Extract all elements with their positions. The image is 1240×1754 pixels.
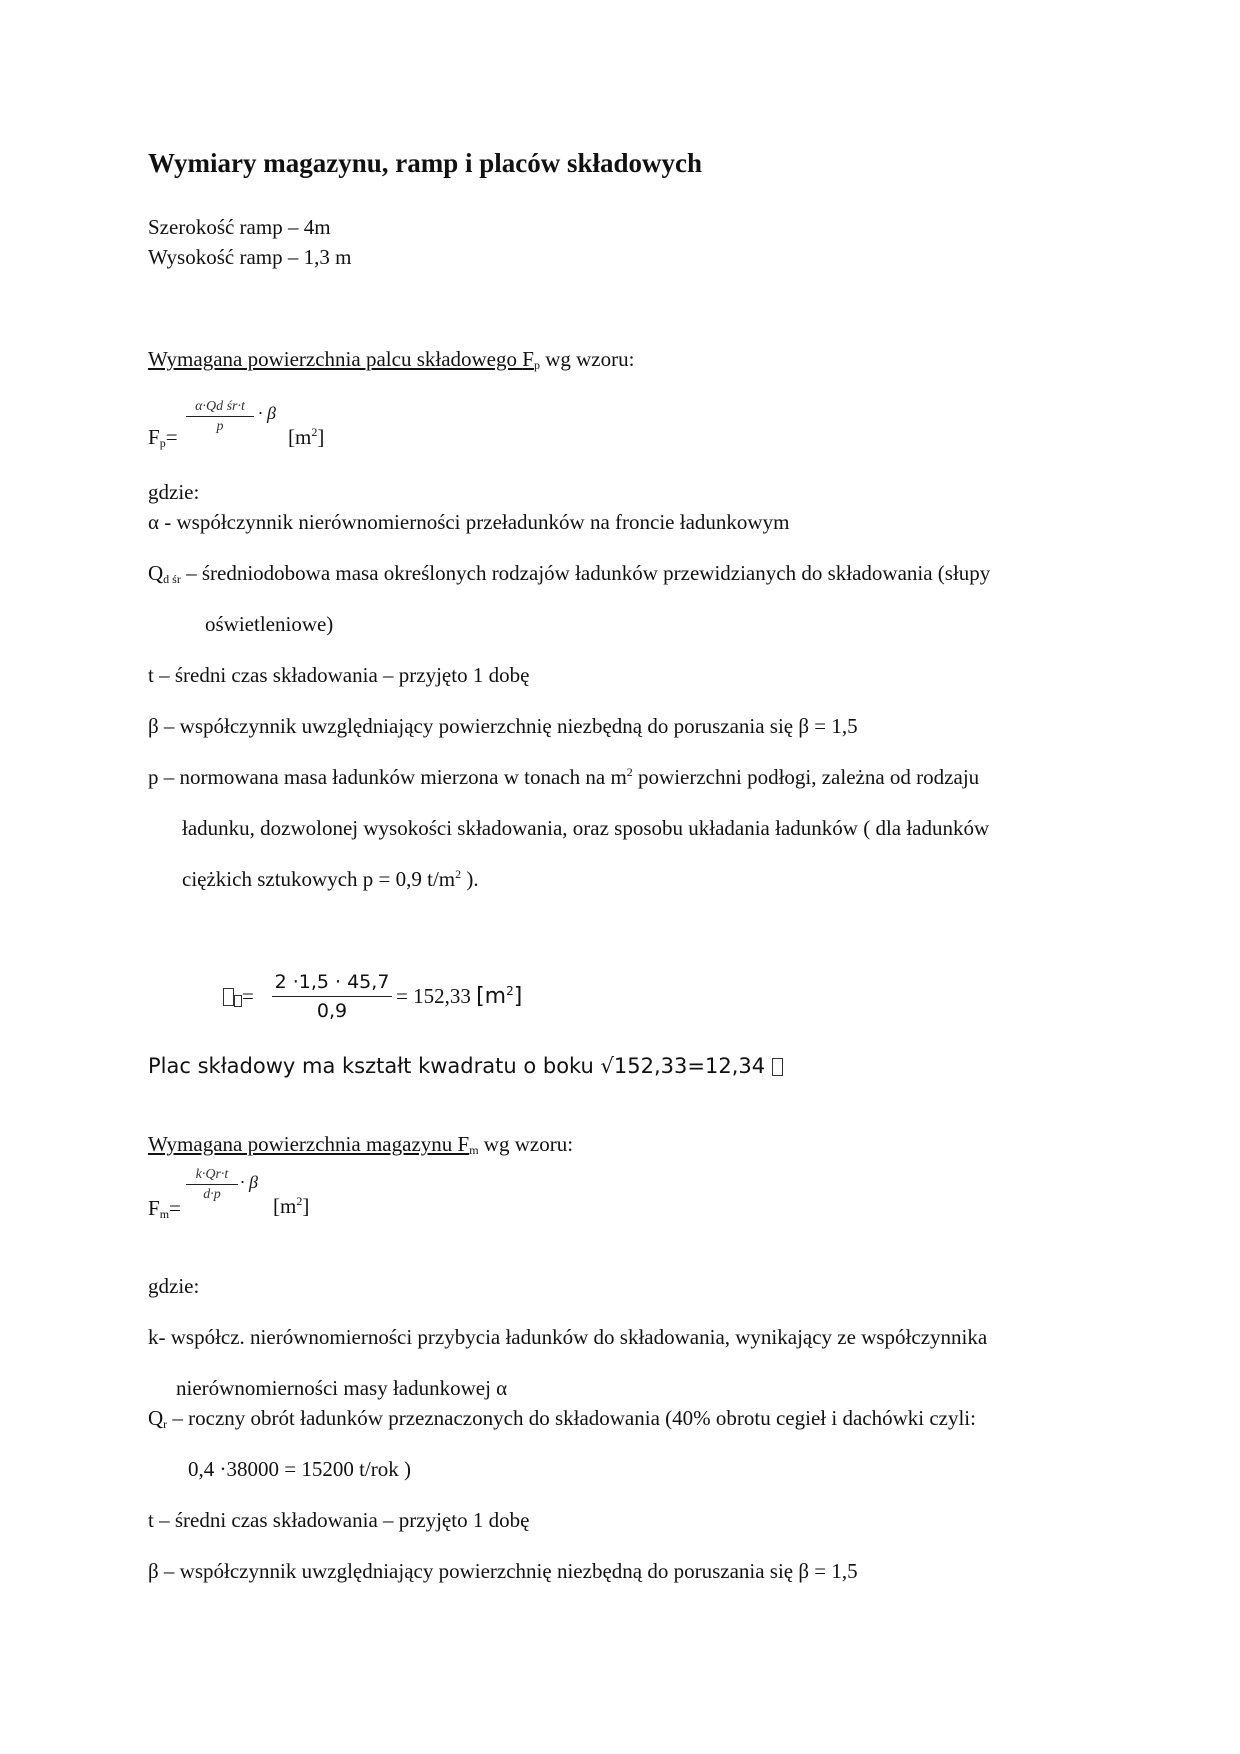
formula-fp-fraction: α·Qd śr·t p bbox=[186, 397, 254, 436]
section1-heading: Wymagana powierzchnia palcu składowego $F_p$ wg wzoru: bbox=[148, 347, 635, 372]
formula-fm-beta: · β bbox=[240, 1172, 258, 1192]
ramp-height: Wysokość ramp – 1,3 m bbox=[148, 245, 352, 269]
square-side-text: Plac składowy ma kształt kwadratu o boku √152,33=12,34 bbox=[148, 1054, 783, 1078]
calc1-fraction: 2 ·1,5 · 45,7 0,9 bbox=[272, 968, 392, 1025]
section1-gdzie: gdzie: bbox=[148, 480, 200, 504]
def-beta: β – współczynnik uwzględniający powierzchnię niezbędną do poruszania się β = 1,5 bbox=[148, 714, 858, 738]
ramp-width: Szerokość ramp – 4m bbox=[148, 215, 331, 239]
def-q-dsr: $Q_{d śr}$ – średniodobowa masa określonych rodzajów ładunków przewidzianych do składowania (słupy bbox=[148, 561, 991, 586]
missing-glyph-icon bbox=[234, 995, 242, 1007]
formula-fm-lhs: $F_m=$ bbox=[148, 1196, 181, 1221]
formula-fp-beta: · β bbox=[258, 403, 276, 423]
formula-fp-unit: $[m^2]$ bbox=[288, 425, 325, 449]
def-alpha: α - współczynnik nierównomierności przeładunków na froncie ładunkowym bbox=[148, 510, 790, 534]
def-t: t – średni czas składowania – przyjęto 1 dobę bbox=[148, 663, 530, 687]
def-q-r: $Q_r$ – roczny obrót ładunków przeznaczonych do składowania (40% obrotu cegieł i dachówki czyli: bbox=[148, 1406, 976, 1431]
def-p-cont2: ciężkich sztukowych p = 0,9 $t/m^2$ ). bbox=[182, 867, 479, 891]
formula-fm-unit: $[m^2]$ bbox=[273, 1194, 310, 1218]
section2-heading-underlined: Wymagana powierzchnia magazynu $F_m$ bbox=[148, 1132, 479, 1157]
def-k: k- współcz. nierównomierności przybycia ładunków do składowania, wynikający ze współczynnika bbox=[148, 1325, 988, 1349]
def-t-2: t – średni czas składowania – przyjęto 1 dobę bbox=[148, 1508, 530, 1532]
missing-glyph-icon bbox=[772, 1058, 783, 1076]
def-p-cont1: ładunku, dozwolonej wysokości składowania, oraz sposobu układania ładunków ( dla ładunków bbox=[182, 816, 990, 840]
page-title: Wymiary magazynu, ramp i placów składowych bbox=[148, 148, 703, 178]
def-p: p – normowana masa ładunków mierzona w tonach na $m^2$ powierzchni podłogi, zależna od rodzaju bbox=[148, 765, 980, 789]
def-k-cont: nierównomierności masy ładunkowej α bbox=[176, 1376, 508, 1400]
section1-heading-underlined: Wymagana powierzchnia palcu składowego $F_p$ bbox=[148, 347, 540, 372]
calc1-result: = 152,33 $[m^2]$ bbox=[396, 984, 523, 1009]
section2-heading: Wymagana powierzchnia magazynu $F_m$ wg wzoru: bbox=[148, 1132, 574, 1157]
formula-fp-lhs: $F_p=$ bbox=[148, 425, 178, 450]
def-q-r-cont: 0,4 ·38000 = 15200 t/rok ) bbox=[188, 1457, 411, 1481]
def-q-dsr-cont: oświetleniowe) bbox=[205, 612, 334, 636]
section2-gdzie: gdzie: bbox=[148, 1274, 200, 1298]
def-beta-2: β – współczynnik uwzględniający powierzchnię niezbędną do poruszania się β = 1,5 bbox=[148, 1559, 858, 1583]
calc1-lhs: = bbox=[223, 984, 254, 1009]
missing-glyph-icon bbox=[223, 988, 234, 1006]
formula-fm-fraction: k·Qr·t d·p bbox=[186, 1165, 238, 1204]
